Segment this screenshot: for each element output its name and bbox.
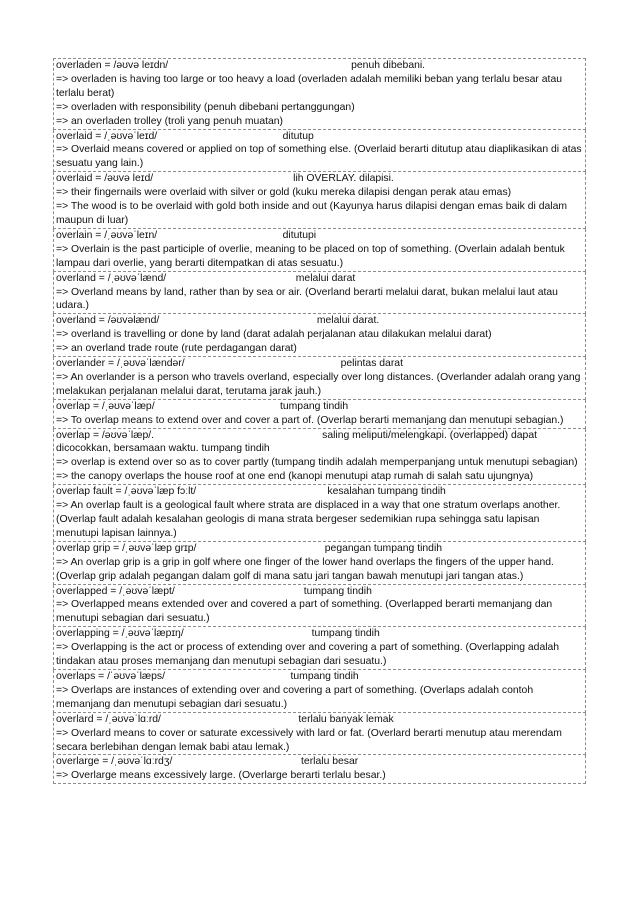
entry-example-line: => an overladen trolley (troli yang penuh muatan) [56, 115, 284, 127]
entry-headword-line [56, 755, 583, 769]
headword-pronunciation: overlap = /ˌəʊvəˈlæp/ [56, 400, 155, 412]
translation: ditutup [282, 130, 314, 142]
entry-example-line: => overladen with responsibility (penuh dibebani pertanggungan) [56, 101, 355, 113]
dictionary-entry [53, 585, 586, 628]
entry-example-line: => an overland trade route (rute perdagangan darat) [56, 343, 297, 355]
translation: terlalu besar [301, 756, 359, 768]
translation: pelintas darat [340, 358, 403, 370]
headword-pronunciation: overlapping = /ˌəʊvəˈlæpɪŋ/ [56, 628, 184, 640]
entry-example-line: => Overlain is the past participle of overlie, meaning to be placed on top of something. (Overlain adalah bentuk lampau dari overlie, yang berarti ditempatkan di atas sesuatu.) [56, 243, 565, 269]
translation: penuh dibebani. [351, 60, 426, 71]
dictionary-entry [53, 485, 586, 542]
headword-pronunciation: overladen = /əʊvə leɪdn/ [56, 60, 169, 71]
entry-example-line: => The wood is to be overlaid with gold both inside and out (Kayunya harus dilapisi dengan emas baik di dalam maupun di luar) [56, 201, 568, 226]
dictionary-entry [53, 429, 586, 486]
dictionary-entry [53, 272, 586, 315]
entry-headword-line [56, 585, 583, 599]
entry-example-line: dicocokkan, bersamaan waktu. tumpang tindih [56, 443, 270, 455]
headword-pronunciation: overlard = /ˌəʊvəˈlɑːrd/ [56, 713, 161, 725]
entry-example-line: => Overlapping is the act or process of extending over and covering a part of something. (Overlapping adalah tindakan atau proses memanjang dan menutupi sebagian dari sesuatu.) [56, 642, 560, 668]
dictionary-entry [53, 229, 586, 272]
dictionary-entry [53, 670, 586, 713]
entry-example-line: => overland is travelling or done by land (darat adalah perjalanan atau dilakukan melalui darat) [56, 329, 492, 341]
headword-pronunciation: overlain = /ˌəʊvəˈleɪn/ [56, 229, 158, 241]
dictionary-entry [53, 755, 586, 784]
entry-headword-line [56, 59, 583, 73]
entry-headword-line [56, 485, 583, 499]
entry-headword-line [56, 229, 583, 243]
translation: tumpang tindih [290, 670, 359, 682]
headword-pronunciation: overland = /ˌəʊvəˈlænd/ [56, 272, 167, 284]
entry-headword-line [56, 542, 583, 556]
entry-example-line: => An overlap fault is a geological fault where strata are displaced in a way that one stratum overlaps another. (Overlap fault adalah kesalahan geologis di mana strata bergeser sedemikian rupa sehingga satu lapisan menutupi lapisan lainnya.) [56, 500, 561, 539]
entry-example-line: => Overlaid means covered or applied on top of something else. (Overlaid berarti ditutup atau diaplikasikan di atas sesuatu yang lain.) [56, 144, 582, 170]
translation: tumpang tindih [311, 628, 380, 640]
headword-pronunciation: overland = /əʊvəlænd/ [56, 315, 160, 327]
entry-headword-line [56, 713, 583, 727]
entry-example-line: => Overlard means to cover or saturate excessively with lard or fat. (Overlard berarti menutup atau merendam secara berlebihan dengan lemak babi atau lemak.) [56, 727, 562, 753]
translation: saling meliputi/melengkapi. (overlapped) dapat [322, 429, 537, 441]
headword-pronunciation: overlap = /əʊvəˈlæp/. [56, 429, 155, 441]
translation: melalui darat. [316, 315, 380, 327]
entry-example-line: => An overlap grip is a grip in golf where one finger of the lower hand overlaps the fingers of the upper hand. (Overlap grip adalah pegangan dalam golf di mana satu jari tangan bawah menutupi jari tangan atas.) [56, 556, 554, 582]
document-page [53, 58, 586, 784]
dictionary-entry [53, 172, 586, 229]
entry-headword-line [56, 272, 583, 286]
entry-example-line: => An overlander is a person who travels overland, especially over long distances. (Overlander adalah orang yang melakukan perjalanan melalui darat, terutama jarak jauh.) [56, 371, 581, 397]
translation: ditutupi [282, 229, 317, 241]
headword-pronunciation: overlander = /ˌəʊvəˈlændər/ [56, 358, 185, 370]
translation: lih OVERLAY. dilapisi. [293, 173, 394, 185]
entry-example-line: => overlap is extend over so as to cover partly (tumpang tindih adalah memperpanjang untuk menutupi sebagian) [56, 457, 578, 469]
entry-example-line: => To overlap means to extend over and cover a part of. (Overlap berarti memanjang dan menutupi sebagian.) [56, 414, 564, 426]
entry-example-line: => their fingernails were overlaid with silver or gold (kuku mereka dilapisi dengan perak atau emas) [56, 187, 512, 199]
entry-example-line: => Overlarge means excessively large. (Overlarge berarti terlalu besar.) [56, 770, 386, 782]
dictionary-entry [53, 713, 586, 756]
entry-example-line: => Overland means by land, rather than by sea or air. (Overland berarti melalui darat, bukan melalui laut atau udara.) [56, 286, 558, 312]
headword-pronunciation: overlaid = /əʊvə leɪd/ [56, 173, 154, 185]
entry-headword-line [56, 314, 583, 328]
entry-headword-line [56, 627, 583, 641]
entry-example-line: => overladen is having too large or too heavy a load (overladen adalah memiliki beban yang terlalu besar atau terlalu berat) [56, 73, 563, 99]
translation: terlalu banyak lemak [298, 713, 394, 725]
translation: melalui darat [295, 272, 356, 284]
entry-example-line: => the canopy overlaps the house roof at one end (kanopi menutupi atap rumah di salah satu ujungnya) [56, 471, 534, 483]
entry-example-line: => Overlapped means extended over and covered a part of something. (Overlapped berarti memanjang dan menutupi sebagian dari sesuatu.) [56, 599, 553, 625]
translation: tumpang tindih [279, 400, 349, 412]
dictionary-entry [53, 314, 586, 357]
headword-pronunciation: overlap fault = /ˌəʊvəˈlæp fɔːlt/ [56, 486, 197, 498]
dictionary-entry [53, 400, 586, 429]
dictionary-entry [53, 357, 586, 400]
entry-headword-line [56, 400, 583, 414]
dictionary-entry [53, 542, 586, 585]
entry-headword-line [56, 130, 583, 144]
headword-pronunciation: overlap grip = /ˌəʊvəˈlæp ɡrɪp/ [56, 542, 197, 554]
translation: tumpang tindih [303, 585, 372, 597]
dictionary-entry [53, 58, 586, 130]
headword-pronunciation: overlarge = /ˌəʊvəˈlɑːrdʒ/ [56, 756, 173, 768]
translation: pegangan tumpang tindih [324, 542, 443, 554]
headword-pronunciation: overlaid = /ˌəʊvəˈleɪd/ [56, 130, 158, 142]
translation: kesalahan tumpang tindih [327, 486, 446, 498]
entry-headword-line [56, 172, 583, 186]
headword-pronunciation: overlapped = /ˌəʊvəˈlæpt/ [56, 585, 175, 597]
entry-headword-line [56, 357, 583, 371]
entry-headword-line [56, 670, 583, 684]
entry-example-line: => Overlaps are instances of extending over and covering a part of something. (Overlaps adalah contoh memanjang dan menutupi sebagian dari sesuatu.) [56, 684, 534, 710]
entry-headword-line [56, 429, 583, 443]
dictionary-entry [53, 130, 586, 173]
headword-pronunciation: overlaps = /ˈəʊvəˈlæps/ [56, 670, 165, 682]
dictionary-entry [53, 627, 586, 670]
